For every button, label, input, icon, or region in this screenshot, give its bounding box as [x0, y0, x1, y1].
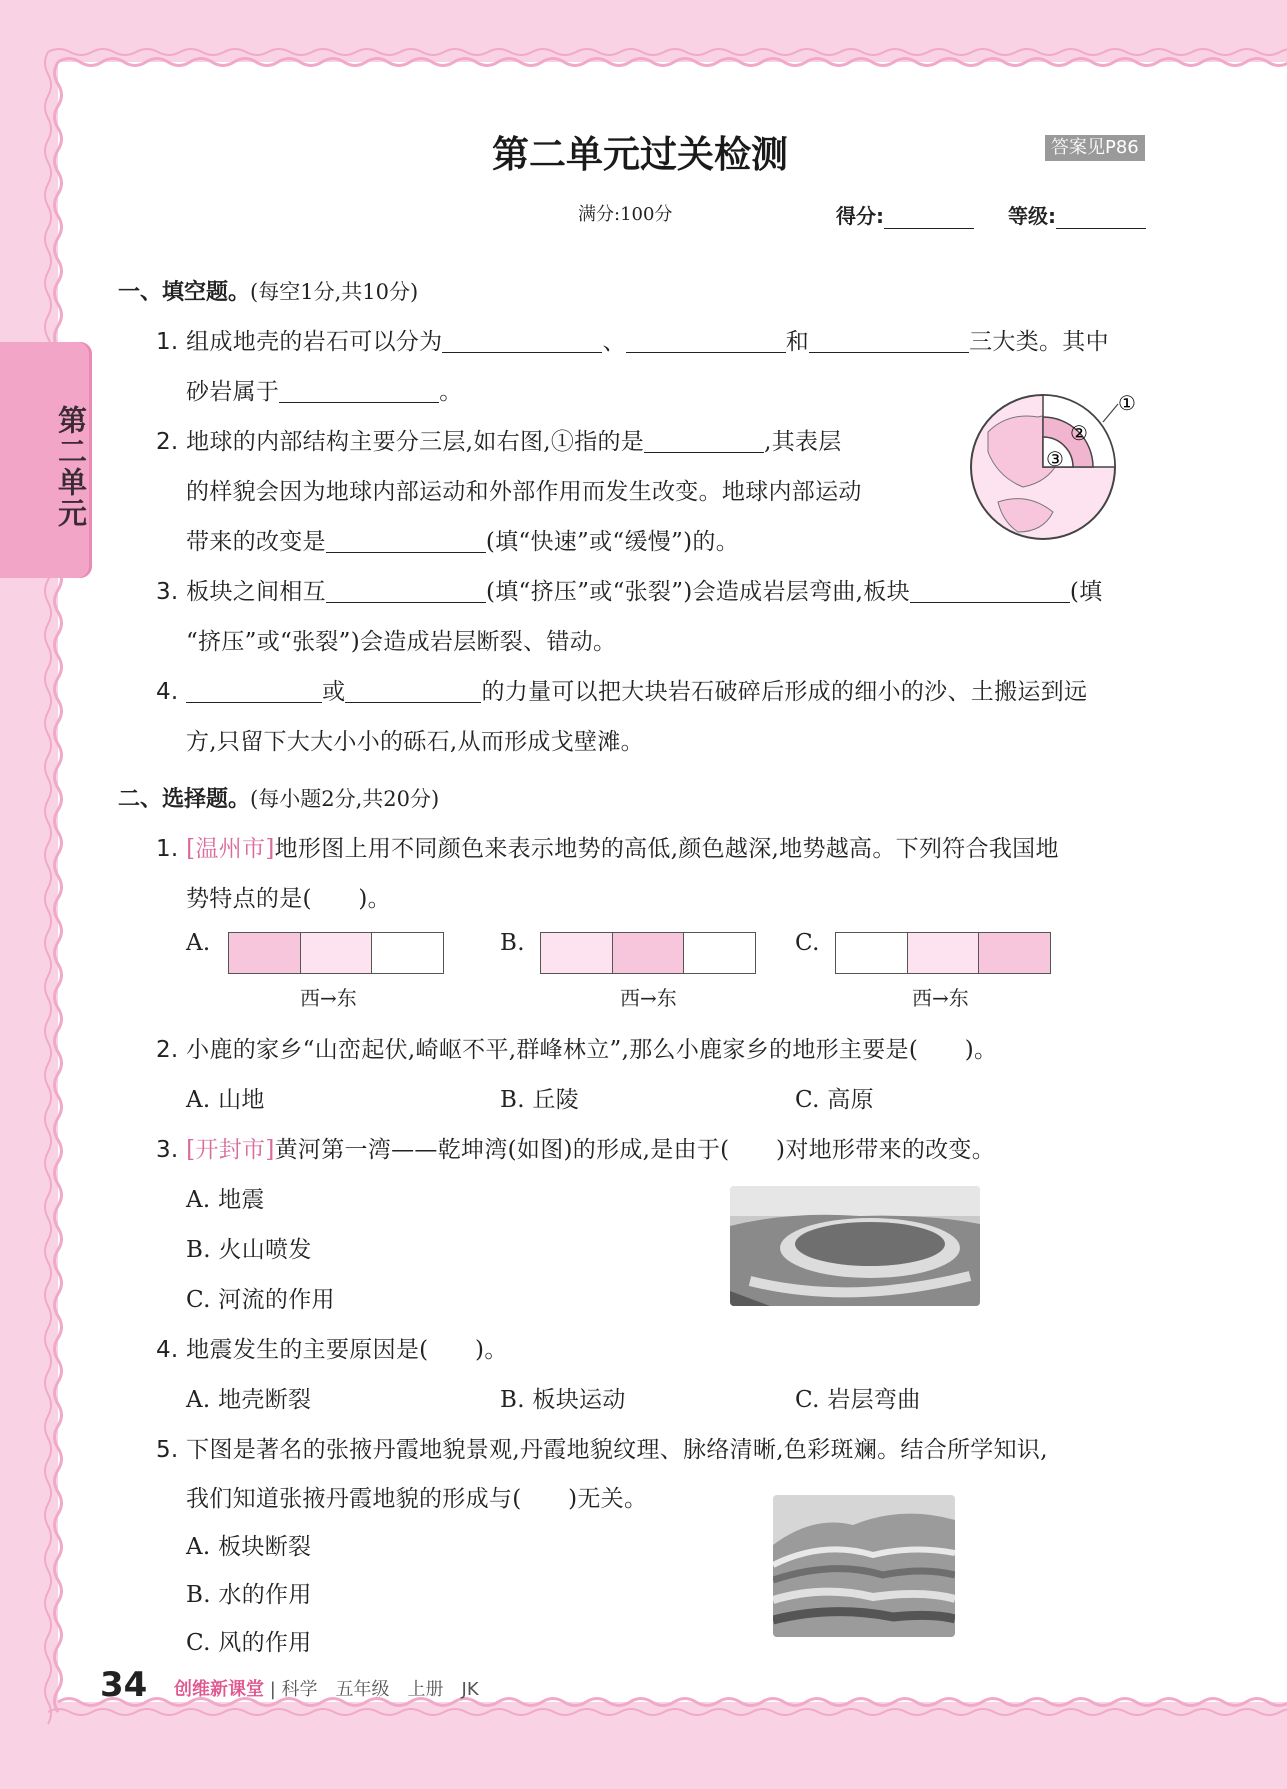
full-score: 满分:100分: [578, 204, 673, 225]
danxia-landform-photo: [773, 1495, 955, 1637]
footer-brand: 创维新课堂: [174, 1679, 264, 1700]
s1-q3-text-b: (填“挤压”或“张裂”)会造成岩层弯曲,板块: [485, 579, 910, 605]
answer-blank[interactable]: [809, 328, 969, 353]
answer-blank[interactable]: [644, 428, 764, 453]
s2-q5-option-c[interactable]: C. 风的作用: [186, 1630, 312, 1656]
s1-q4-number: 4.: [156, 679, 179, 705]
s1-q4-line2: 方,只留下大大小小的砾石,从而形成戈壁滩。: [186, 729, 644, 755]
s1-q2-line2: 的样貌会因为地球内部运动和外部作用而发生改变。地球内部运动: [186, 479, 862, 505]
s2-q3-text-a: 黄河第一湾——乾坤湾(如图)的形成,是由于( )对地形带来的改变。: [274, 1137, 996, 1163]
answer-reference-badge: 答案见P86: [1045, 135, 1145, 161]
s2-q4-option-b[interactable]: B. 板块运动: [500, 1387, 626, 1413]
s1-q2-line3: [186, 523, 739, 556]
s2-q1-line1: [156, 830, 1059, 863]
s1-q1-text-d: 三大类。其中: [969, 329, 1109, 355]
s1-q1-number: 1.: [156, 329, 179, 355]
s2-q2-line1: [156, 1031, 997, 1064]
s2-q5-number: 5.: [156, 1437, 179, 1463]
s2-q3-option-a[interactable]: A. 地震: [186, 1187, 265, 1213]
globe-label-2: ②: [1070, 421, 1088, 445]
s2-q1-line2: 势特点的是( )。: [186, 886, 391, 912]
page-title: 第二单元过关检测: [492, 133, 788, 176]
s2-q5-option-b[interactable]: B. 水的作用: [186, 1582, 312, 1608]
s1-q1-line1: [156, 323, 1109, 356]
s1-q3-line1: [156, 573, 1102, 606]
s2-q5-line2: 我们知道张掖丹霞地貌的形成与( )无关。: [186, 1486, 648, 1512]
unit-side-tab-label: 第二单元: [54, 405, 88, 529]
s1-q3-text-c: (填: [1069, 579, 1103, 605]
s1-q4-text-b: 的力量可以把大块岩石破碎后形成的细小的沙、土搬运到远: [481, 679, 1088, 705]
s2-q1-option-b-label[interactable]: B.: [500, 930, 525, 956]
s1-q1-text-e: 砂岩属于: [186, 379, 280, 405]
direction-label-c: 西→东: [912, 986, 969, 1010]
s2-q3-option-c[interactable]: C. 河流的作用: [186, 1287, 335, 1313]
section2-title: 二、选择题。: [118, 787, 251, 812]
s1-q2-text-e: (填“快速”或“缓慢”)的。: [485, 529, 739, 555]
s1-q1-text-f: 。: [439, 379, 463, 405]
color-bar-option-c[interactable]: [835, 932, 1051, 974]
s2-q1-region-tag: [温州市]: [186, 836, 275, 862]
s1-q3-number: 3.: [156, 579, 179, 605]
s2-q2-option-b[interactable]: B. 丘陵: [500, 1087, 580, 1113]
s1-q1-line2: [186, 373, 463, 406]
s1-q3-line2: “挤压”或“张裂”)会造成岩层断裂、错动。: [186, 629, 617, 655]
river-bend-photo: [730, 1186, 980, 1306]
s2-q3-option-b[interactable]: B. 火山喷发: [186, 1237, 312, 1263]
s1-q1-text-b: 、: [602, 329, 626, 355]
s1-q1-text-c: 和: [785, 329, 810, 355]
answer-blank[interactable]: [345, 678, 481, 703]
s2-q4-line1: [156, 1331, 508, 1364]
s1-q4-text-a: 或: [322, 679, 346, 705]
s2-q2-option-c[interactable]: C. 高原: [795, 1087, 874, 1113]
answer-blank[interactable]: [326, 578, 486, 603]
page-number: 34: [100, 1665, 148, 1705]
color-bar-option-b[interactable]: [540, 932, 756, 974]
answer-blank[interactable]: [910, 578, 1070, 603]
grade-label: 等级:: [1008, 204, 1056, 228]
direction-label-b: 西→东: [620, 986, 677, 1010]
s1-q2-text-a: 地球的内部结构主要分三层,如右图,①指的是: [186, 429, 645, 455]
section1-heading: [118, 275, 418, 306]
s2-q3-region-tag: [开封市]: [186, 1137, 275, 1163]
globe-label-1: ①: [1118, 392, 1136, 415]
s1-q2-line1: [156, 423, 842, 456]
s2-q3-line1: [156, 1131, 995, 1164]
s1-q1-text-a: 组成地壳的岩石可以分为: [186, 329, 443, 355]
section2-heading: [118, 782, 439, 813]
earth-structure-diagram: [968, 392, 1138, 542]
s2-q4-number: 4.: [156, 1337, 179, 1363]
section1-title: 一、填空题。: [118, 280, 251, 305]
answer-blank[interactable]: [326, 528, 486, 553]
s1-q2-number: 2.: [156, 429, 179, 455]
globe-label-3: ③: [1046, 447, 1064, 471]
section2-note: (每小题2分,共20分): [250, 787, 440, 811]
direction-label-a: 西→东: [300, 986, 357, 1010]
answer-blank[interactable]: [279, 378, 439, 403]
footer-info: [174, 1675, 479, 1701]
s2-q1-option-a-label[interactable]: A.: [186, 930, 211, 956]
score-label: 得分:: [836, 204, 884, 228]
answer-blank[interactable]: [442, 328, 602, 353]
s2-q4-option-a[interactable]: A. 地壳断裂: [186, 1387, 312, 1413]
s2-q1-number: 1.: [156, 836, 179, 862]
s2-q1-option-c-label[interactable]: C.: [795, 930, 820, 956]
s2-q5-text-a: 下图是著名的张掖丹霞地貌景观,丹霞地貌纹理、脉络清晰,色彩斑斓。结合所学知识,: [186, 1437, 1048, 1463]
answer-blank[interactable]: [626, 328, 786, 353]
section1-note: (每空1分,共10分): [250, 280, 419, 304]
s2-q4-option-c[interactable]: C. 岩层弯曲: [795, 1387, 921, 1413]
s1-q2-text-b: ,其表层: [764, 429, 842, 455]
s2-q2-option-a[interactable]: A. 山地: [186, 1087, 265, 1113]
answer-blank[interactable]: [186, 678, 322, 703]
s1-q2-text-d: 带来的改变是: [186, 529, 326, 555]
s2-q5-option-a[interactable]: A. 板块断裂: [186, 1534, 312, 1560]
score-blank[interactable]: [884, 208, 974, 229]
grade-field: [1008, 200, 1146, 229]
s2-q2-text-a: 小鹿的家乡“山峦起伏,崎岖不平,群峰林立”,那么小鹿家乡的地形主要是( )。: [186, 1037, 998, 1063]
s2-q2-number: 2.: [156, 1037, 179, 1063]
s2-q5-line1: [156, 1431, 1048, 1464]
grade-blank[interactable]: [1056, 208, 1146, 229]
footer-course-info: | 科学 五年级 上册 JK: [269, 1679, 479, 1700]
s2-q4-text-a: 地震发生的主要原因是( )。: [186, 1337, 508, 1363]
s1-q3-text-a: 板块之间相互: [186, 579, 326, 605]
s2-q1-text-a: 地形图上用不同颜色来表示地势的高低,颜色越深,地势越高。下列符合我国地: [274, 836, 1059, 862]
score-field: [836, 200, 974, 229]
s1-q4-line1: [156, 673, 1087, 706]
color-bar-option-a[interactable]: [228, 932, 444, 974]
s2-q3-number: 3.: [156, 1137, 179, 1163]
